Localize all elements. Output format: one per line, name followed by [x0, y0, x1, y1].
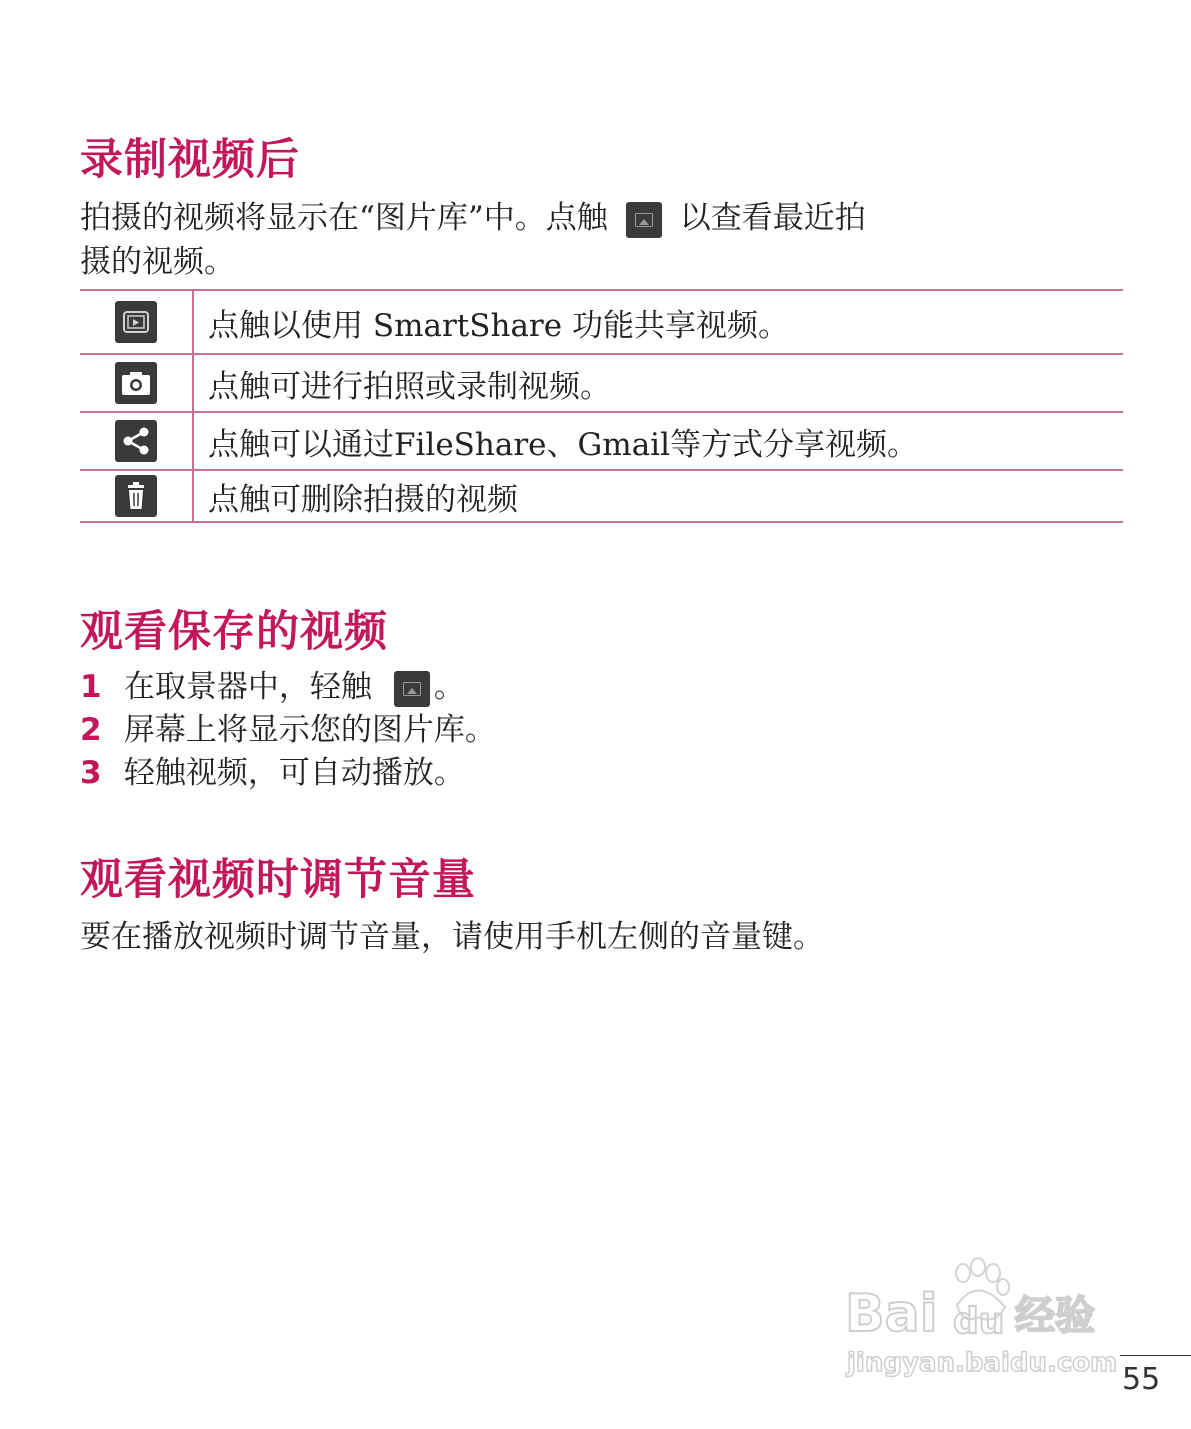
step-text: 轻触视频，可自动播放。: [123, 755, 465, 791]
row-description: 点触可删除拍摄的视频: [208, 481, 518, 518]
step-number: 2: [80, 712, 102, 748]
trash-icon: [115, 475, 157, 517]
intro-paragraph: [80, 196, 866, 284]
gallery-icon: [394, 671, 430, 707]
page-number: 55: [1122, 1362, 1161, 1397]
gallery-icon: [626, 202, 662, 238]
steps-list: [80, 666, 496, 795]
icon-function-table: [80, 289, 1123, 523]
table-row: [80, 354, 1123, 412]
intro-text-part1: 拍摄的视频将显示在“图片库”中。点触: [80, 200, 608, 236]
step-text: 在取景器中，轻触: [123, 669, 372, 705]
table-row: [80, 470, 1123, 522]
svg-text:du: du: [953, 1301, 1005, 1342]
intro-text-line2: 摄的视频。: [80, 244, 235, 280]
row-description: 点触以使用 SmartShare 功能共享视频。: [208, 307, 789, 344]
step-text: 屏幕上将显示您的图片库。: [123, 712, 496, 748]
svg-text:Bai: Bai: [845, 1284, 938, 1344]
table-row: [80, 290, 1123, 354]
section-heading-after-recording: 录制视频后: [80, 135, 300, 185]
smartshare-icon: [115, 301, 157, 343]
list-item: [80, 666, 496, 709]
list-item: [80, 752, 496, 795]
svg-text:经验: 经验: [1015, 1293, 1095, 1339]
section-heading-view-saved: 观看保存的视频: [80, 607, 388, 657]
intro-text-part2: 以查看最近拍: [679, 200, 866, 236]
baidu-watermark-logo: [845, 1255, 1120, 1385]
share-icon: [115, 420, 157, 462]
step-number: 1: [80, 669, 102, 705]
row-description: 点触可进行拍照或录制视频。: [208, 368, 611, 405]
section-heading-volume: 观看视频时调节音量: [80, 855, 476, 905]
table-row: [80, 412, 1123, 470]
step-text-end: 。: [433, 669, 465, 705]
page-number-rule: [1120, 1355, 1191, 1356]
row-description: 点触可以通过FileShare、Gmail等方式分享视频。: [208, 426, 919, 463]
volume-paragraph: 要在播放视频时调节音量，请使用手机左侧的音量键。: [80, 919, 824, 955]
list-item: [80, 709, 496, 752]
step-number: 3: [80, 755, 102, 791]
camera-icon: [115, 362, 157, 404]
svg-text:jingyan.baidu.com: jingyan.baidu.com: [847, 1348, 1118, 1378]
